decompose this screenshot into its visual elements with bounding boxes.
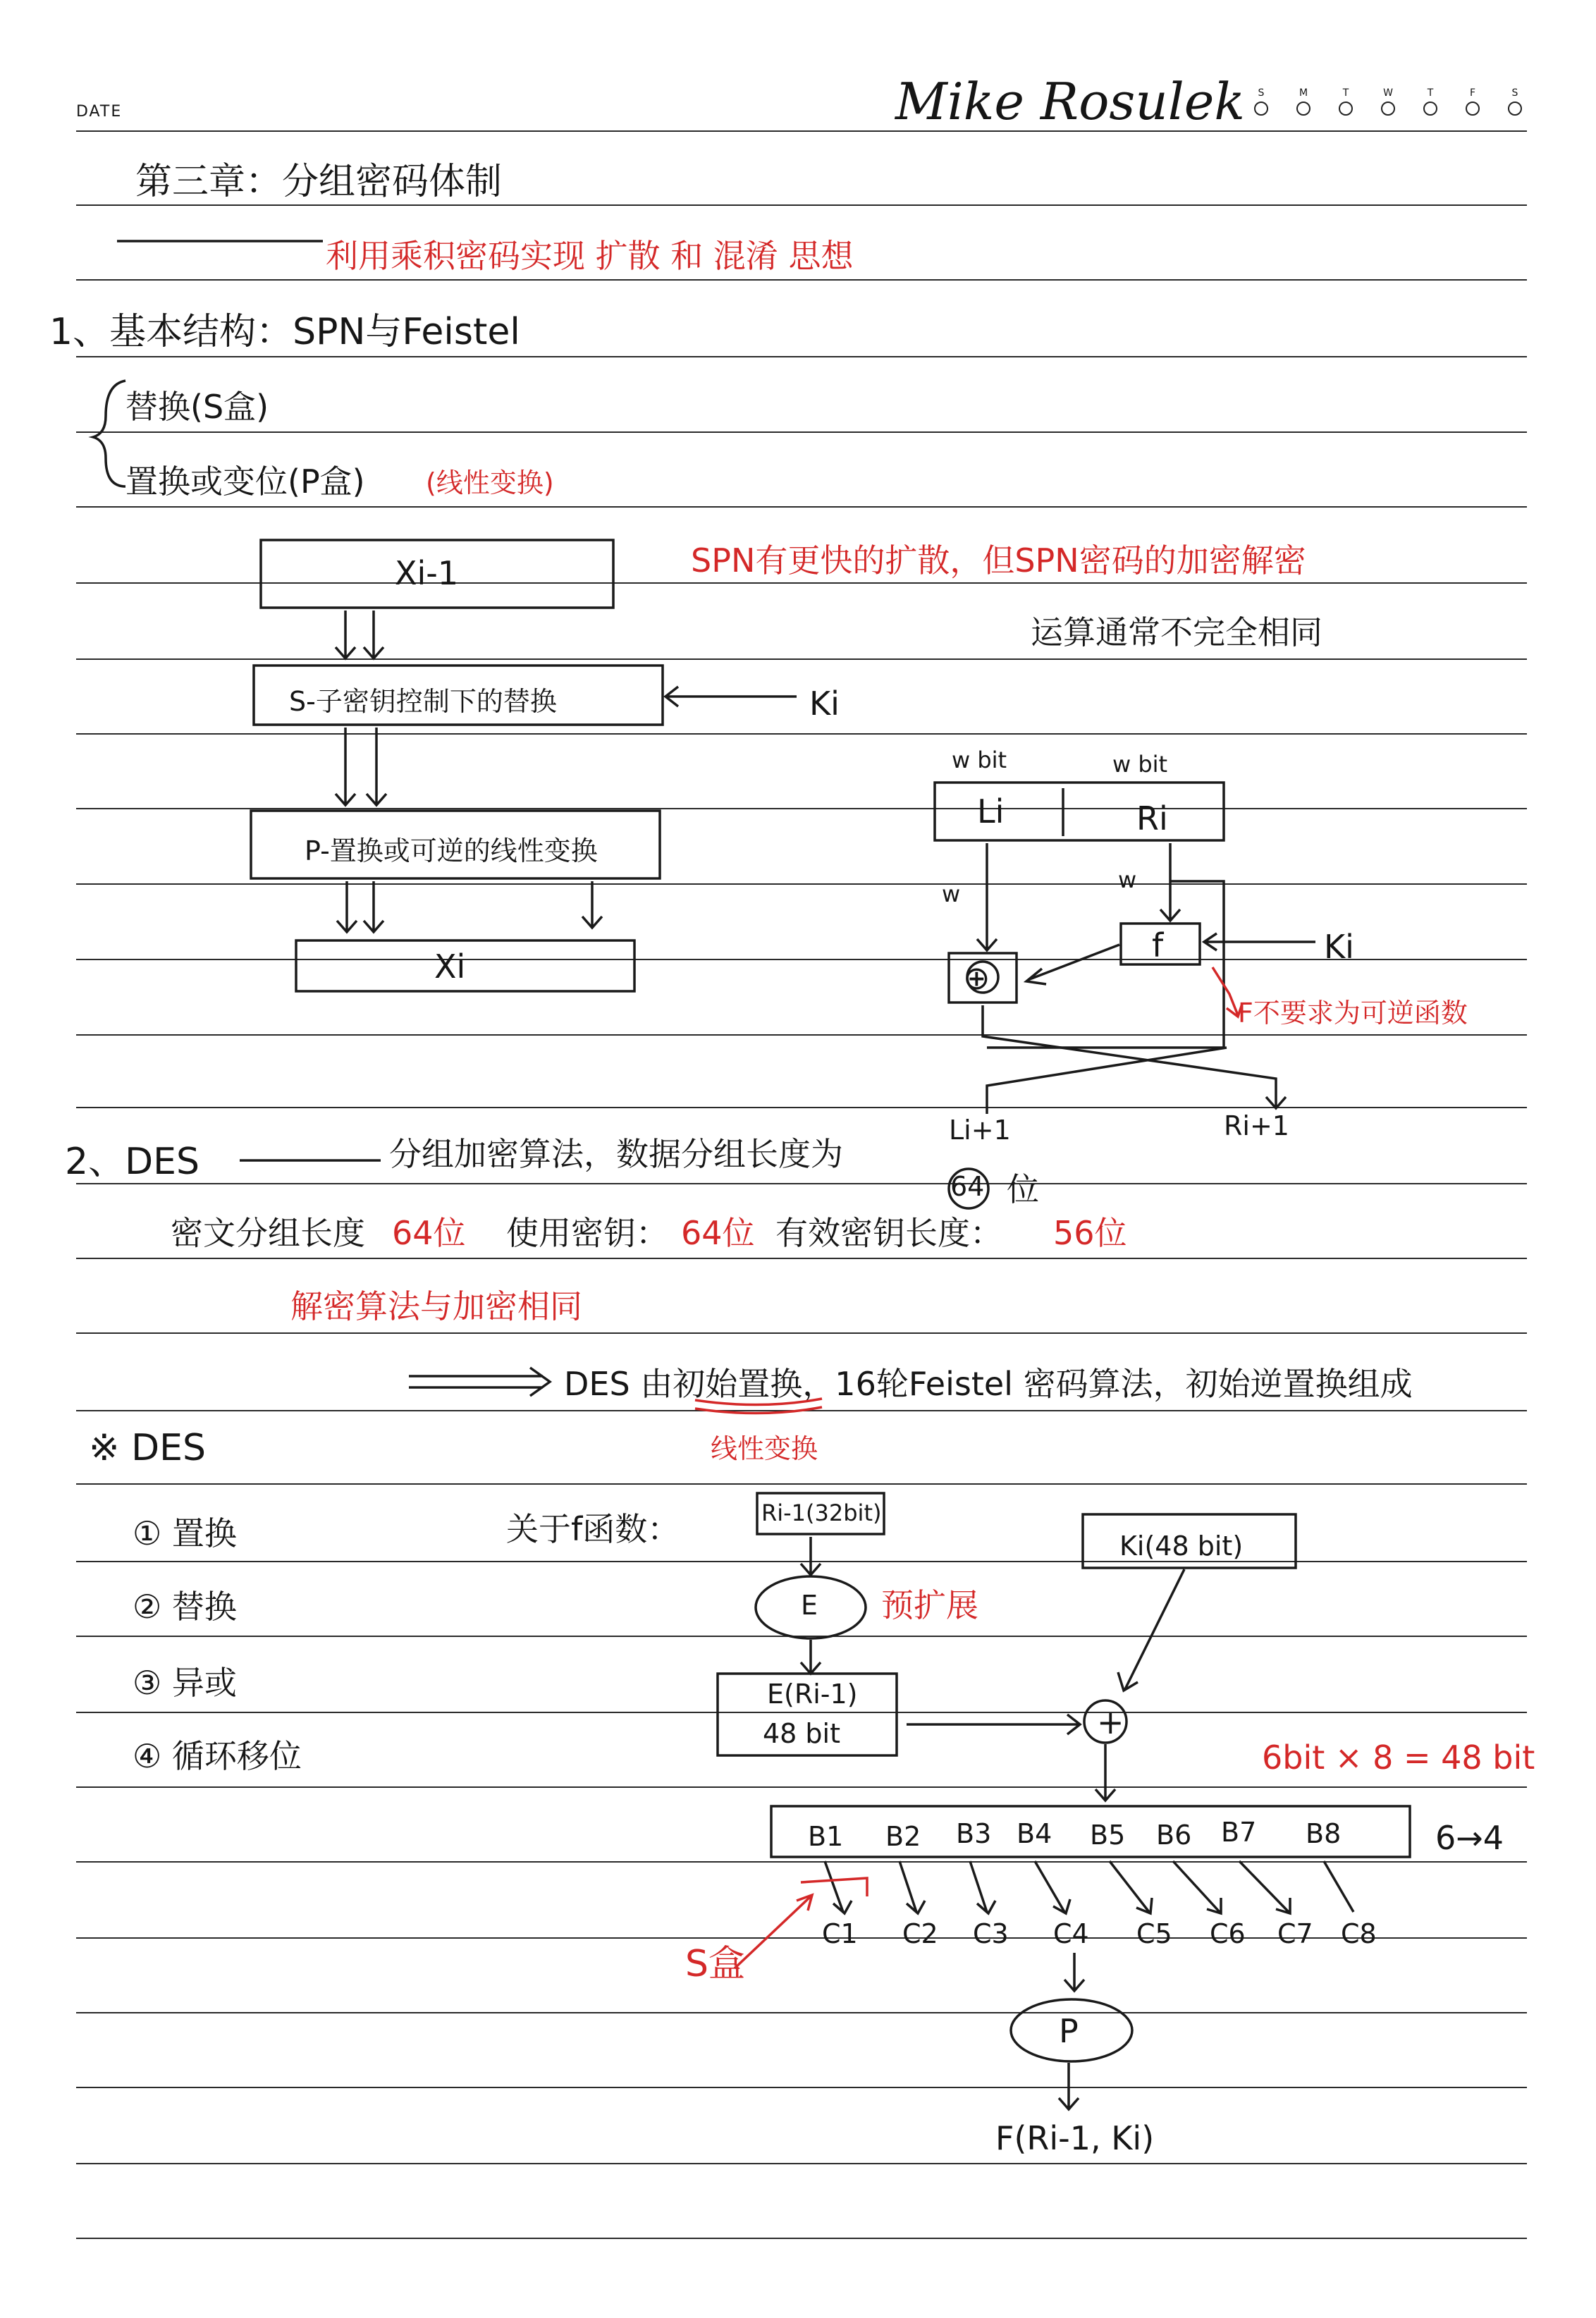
section1-heading: 1、基本结构：SPN与Feistel bbox=[49, 311, 520, 353]
des-label: ※ DES bbox=[89, 1427, 207, 1469]
des-op-2: ② 替换 bbox=[133, 1588, 237, 1626]
feistel-f-label: f bbox=[1152, 926, 1164, 964]
des-op-3: ③ 异或 bbox=[133, 1664, 237, 1702]
c-to-p-arrow bbox=[1064, 1953, 1084, 1991]
linear-transform-note-2: 线性变换 bbox=[711, 1433, 818, 1464]
f-note-arrow bbox=[1213, 967, 1242, 1017]
key-label: 使用密钥： bbox=[506, 1214, 668, 1252]
spn-sbox-box bbox=[254, 666, 663, 725]
spn-arrow bbox=[582, 881, 602, 928]
spn-arrow bbox=[364, 611, 383, 658]
weekday-circle: W bbox=[1377, 87, 1399, 116]
feistel-f-note: F不要求为可逆函数 bbox=[1238, 998, 1468, 1029]
feistel-key-arrow bbox=[1204, 933, 1315, 950]
c-block: C2 bbox=[902, 1918, 938, 1949]
circle-64 bbox=[949, 1169, 988, 1208]
b-block: B7 bbox=[1221, 1817, 1257, 1848]
weekday-circle: S bbox=[1251, 87, 1272, 116]
spn-key-label: Ki bbox=[809, 685, 840, 723]
circled-64: 64 bbox=[950, 1171, 985, 1202]
b-block: B1 bbox=[808, 1821, 844, 1852]
chapter-title: 第三章：分组密码体制 bbox=[135, 161, 503, 203]
b-block: B6 bbox=[1156, 1820, 1192, 1851]
s-box-label: S盒 bbox=[685, 1943, 746, 1985]
b-to-c-arrow bbox=[825, 1861, 852, 1913]
f-output-label: F(Ri-1, Ki) bbox=[995, 2119, 1155, 2157]
des-op-1: ① 置换 bbox=[133, 1514, 237, 1552]
c-block: C4 bbox=[1053, 1918, 1089, 1949]
spn-arrow bbox=[337, 881, 357, 932]
b-to-c-arrow bbox=[1324, 1861, 1353, 1912]
spn-note-line2: 运算通常不完全相同 bbox=[1031, 613, 1322, 651]
b-block: B8 bbox=[1306, 1818, 1342, 1849]
chapter-subtitle: 利用乘积密码实现 扩散 和 混淆 思想 bbox=[326, 237, 854, 275]
r-to-e-arrow bbox=[801, 1537, 821, 1575]
weekday-circle: T bbox=[1420, 87, 1441, 116]
feistel-f-box bbox=[1121, 924, 1200, 964]
spn-pbox-box bbox=[251, 811, 660, 878]
weekday-circle: S bbox=[1504, 87, 1526, 116]
er-box bbox=[718, 1674, 897, 1755]
des-description: 分组加密算法，数据分组长度为 bbox=[389, 1135, 843, 1173]
b-block: B2 bbox=[885, 1821, 921, 1852]
b-to-c-arrow bbox=[1110, 1861, 1152, 1913]
p-box-label: P bbox=[1059, 2012, 1079, 2050]
b-block: B5 bbox=[1090, 1820, 1126, 1851]
er-to-xor-arrow bbox=[907, 1715, 1080, 1734]
round-key-box bbox=[1083, 1514, 1296, 1568]
section2-heading: 2、DES bbox=[65, 1141, 200, 1183]
xor-to-b-arrow bbox=[1095, 1744, 1115, 1801]
spn-pbox-label: P-置换或可逆的线性变换 bbox=[305, 835, 598, 866]
e-box-label: E bbox=[801, 1590, 818, 1621]
c-block: C3 bbox=[973, 1918, 1009, 1949]
feistel-left-half: Li bbox=[977, 792, 1005, 830]
key-value: 64位 bbox=[681, 1214, 755, 1252]
feistel-out-left: Li+1 bbox=[949, 1115, 1011, 1146]
feistel-left-arrow bbox=[977, 843, 997, 950]
ciphertext-block-label: 密文分组长度 bbox=[171, 1214, 365, 1252]
p-box-ellipse bbox=[1011, 1999, 1132, 2061]
feistel-input-box bbox=[935, 783, 1224, 840]
c-block: C1 bbox=[822, 1918, 858, 1949]
e-to-er-arrow bbox=[801, 1640, 821, 1674]
spn-input-label: Xi-1 bbox=[395, 554, 459, 592]
feistel-out-right: Ri+1 bbox=[1224, 1110, 1289, 1141]
date-label: DATE bbox=[76, 103, 123, 121]
spn-output-box bbox=[296, 940, 634, 991]
b-to-c-arrow bbox=[1173, 1861, 1221, 1913]
c-block: C8 bbox=[1341, 1918, 1377, 1949]
p-to-output-arrow bbox=[1059, 2063, 1079, 2109]
weekday-circle: F bbox=[1462, 87, 1483, 116]
double-arrow bbox=[409, 1368, 550, 1396]
f-to-xor-arrow bbox=[1026, 945, 1119, 984]
er-label-2: 48 bit bbox=[763, 1718, 841, 1749]
expansion-note: 预扩展 bbox=[881, 1586, 978, 1624]
b-to-c-arrow bbox=[900, 1861, 925, 1913]
effective-key-label: 有效密钥长度： bbox=[775, 1214, 1002, 1252]
spn-arrow bbox=[336, 611, 355, 658]
b-block: B4 bbox=[1017, 1818, 1052, 1849]
b-block: B3 bbox=[956, 1818, 992, 1849]
spn-arrow bbox=[336, 728, 355, 805]
initial-permutation-underline bbox=[695, 1407, 822, 1414]
signature: Mike Rosulek bbox=[895, 72, 1246, 131]
s-box-pointer bbox=[735, 1895, 812, 1968]
b-to-c-arrow bbox=[1239, 1861, 1290, 1913]
feistel-left-w: w bbox=[942, 881, 961, 907]
c-block: C7 bbox=[1277, 1918, 1313, 1949]
des-composition: DES 由初始置换，16轮Feistel 密码算法，初始逆置换组成 bbox=[564, 1365, 1413, 1403]
spn-key-arrow bbox=[665, 687, 797, 706]
feistel-left-width: w bit bbox=[952, 747, 1007, 773]
effective-key-value: 56位 bbox=[1053, 1214, 1127, 1252]
xor-circle-des bbox=[1084, 1700, 1127, 1743]
feistel-right-w: w bbox=[1118, 866, 1137, 893]
spn-sbox-label: S-子密钥控制下的替换 bbox=[289, 686, 557, 717]
weekday-circle: M bbox=[1293, 87, 1314, 116]
spn-arrow bbox=[364, 881, 383, 932]
linear-transform-note: (线性变换) bbox=[426, 467, 554, 498]
bit-calc: 6bit × 8 = 48 bit bbox=[1262, 1738, 1535, 1777]
des-op-4: ④ 循环移位 bbox=[133, 1737, 302, 1775]
feistel-cross-line bbox=[987, 1048, 1227, 1114]
b-to-c-arrow bbox=[1035, 1861, 1070, 1913]
spn-input-box bbox=[261, 540, 613, 608]
items-brace bbox=[93, 381, 125, 486]
permutation-item: 置换或变位(P盒) bbox=[125, 462, 365, 501]
b-to-c-arrow bbox=[970, 1861, 995, 1913]
er-label-1: E(Ri-1) bbox=[767, 1679, 858, 1710]
feistel-right-half: Ri bbox=[1136, 799, 1168, 838]
feistel-xor-label: ⊕ bbox=[963, 959, 990, 997]
c-block: C6 bbox=[1210, 1918, 1246, 1949]
e-box-ellipse bbox=[756, 1576, 866, 1638]
feistel-right-width: w bit bbox=[1112, 751, 1168, 778]
b-blocks-box bbox=[771, 1806, 1410, 1857]
round-key-label: Ki(48 bit) bbox=[1119, 1531, 1244, 1562]
ciphertext-block-value: 64位 bbox=[392, 1214, 466, 1252]
r-input-label: Ri-1(32bit) bbox=[761, 1500, 882, 1526]
xor-label: + bbox=[1097, 1703, 1124, 1741]
f-function-label: 关于f函数： bbox=[506, 1510, 680, 1548]
r-input-box bbox=[757, 1493, 884, 1534]
key-to-xor-arrow bbox=[1118, 1569, 1184, 1691]
initial-permutation-underline bbox=[695, 1399, 822, 1405]
c-block: C5 bbox=[1136, 1918, 1172, 1949]
spn-output-label: Xi bbox=[434, 948, 466, 986]
spn-arrow bbox=[367, 728, 386, 805]
six-to-four: 6→4 bbox=[1435, 1819, 1504, 1857]
weekday-circle: T bbox=[1335, 87, 1356, 116]
substitution-item: 替换(S盒) bbox=[125, 388, 269, 426]
des-description-end: 位 bbox=[1007, 1170, 1039, 1208]
feistel-key-label: Ki bbox=[1324, 928, 1354, 966]
feistel-cross-line bbox=[983, 1005, 1286, 1108]
spn-note-line1: SPN有更快的扩散，但SPN密码的加密解密 bbox=[691, 541, 1306, 580]
decrypt-note: 解密算法与加密相同 bbox=[290, 1287, 582, 1325]
xor-circle bbox=[967, 962, 998, 993]
